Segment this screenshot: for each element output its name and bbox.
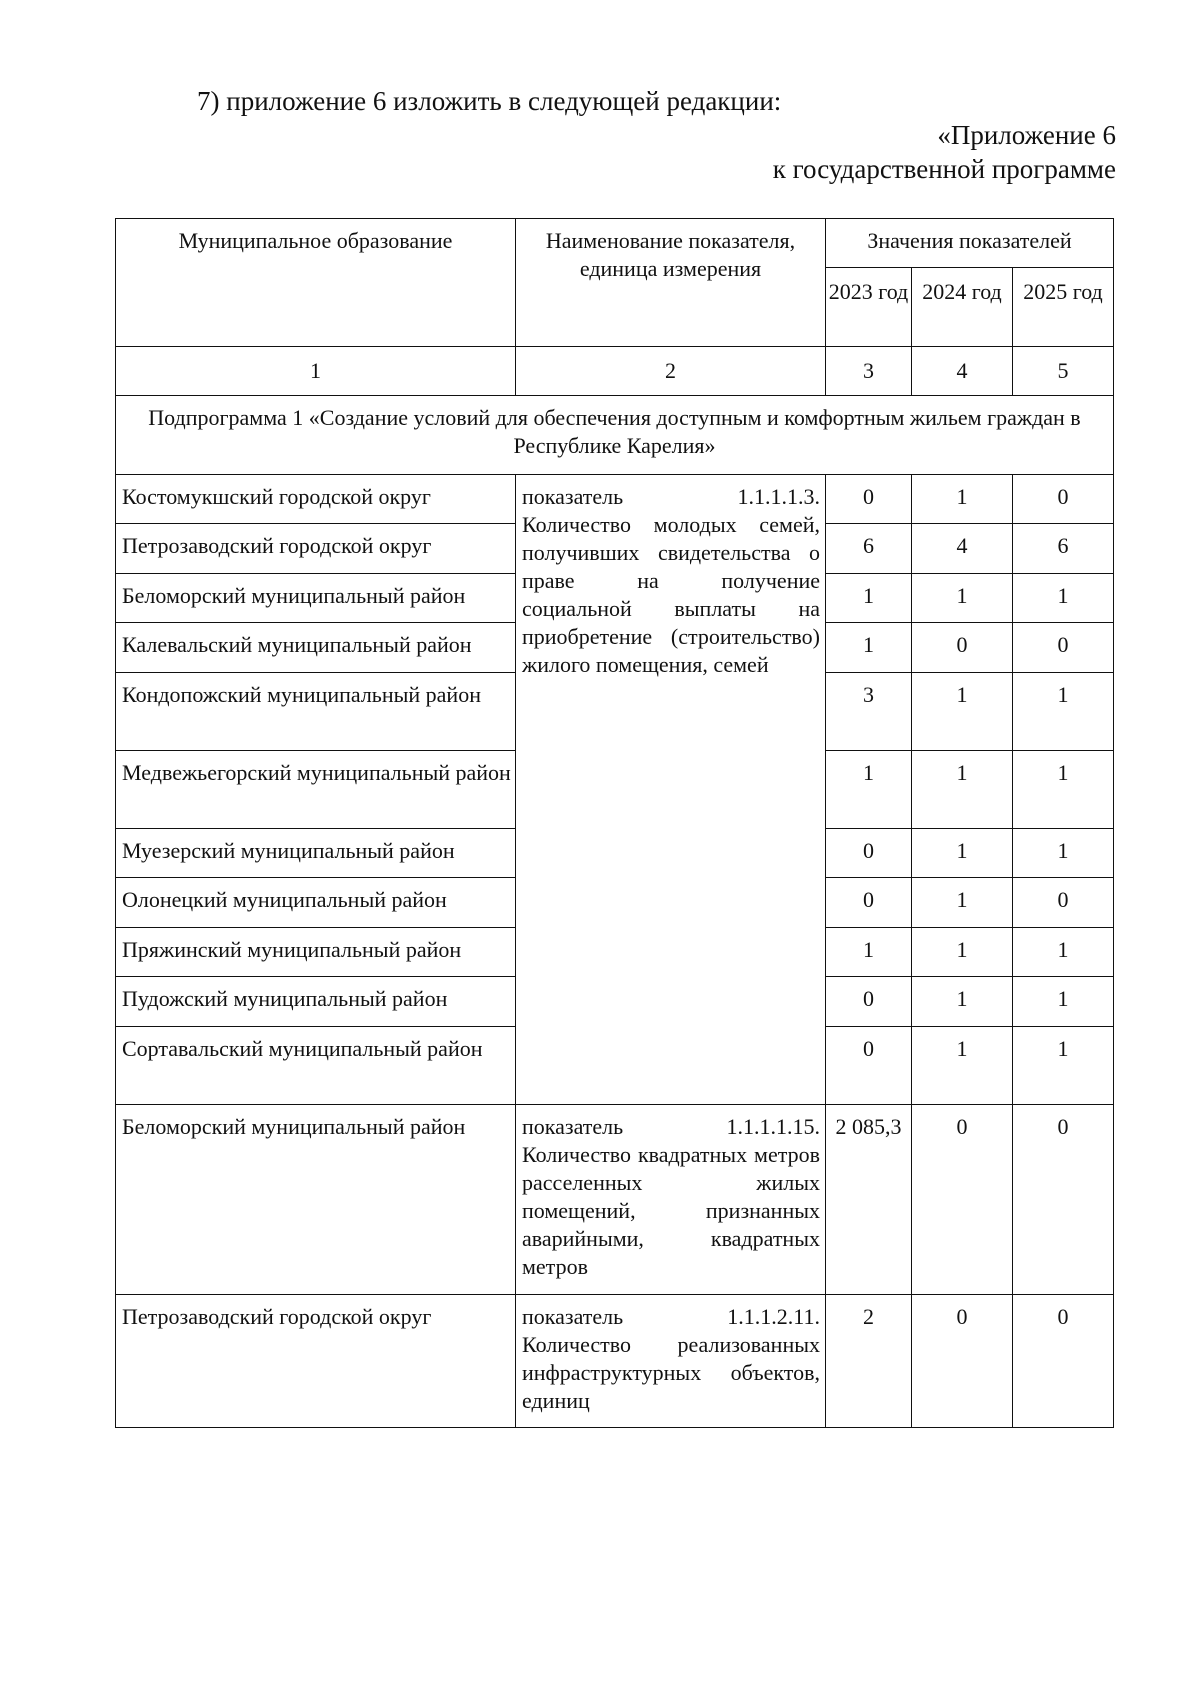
value-2025: 0: [1013, 475, 1114, 524]
appendix-heading: [773, 118, 1116, 186]
appendix-line-2: к государственной программе: [772, 154, 1116, 184]
value-2025: 1: [1013, 928, 1114, 977]
value-2025: 1: [1013, 574, 1114, 623]
header-indicator: Наименование показателя, единица измерения: [516, 219, 826, 347]
value-2025: 1: [1013, 1027, 1114, 1105]
value-2024: 1: [912, 673, 1013, 751]
value-2023: 1: [826, 751, 912, 829]
value-2025: 0: [1013, 1295, 1114, 1428]
value-2024: 1: [912, 878, 1013, 928]
municipality-cell: Беломорский муниципальный район: [116, 574, 516, 623]
municipality-cell: Петрозаводский городской округ: [116, 524, 516, 574]
municipality-cell: Сортавальский муниципальный район: [116, 1027, 516, 1105]
column-number: 5: [1013, 347, 1114, 396]
value-2023: 0: [826, 977, 912, 1027]
value-2023: 2 085,3: [826, 1105, 912, 1295]
value-2025: 1: [1013, 977, 1114, 1027]
municipality-cell: Петрозаводский городской округ: [116, 1295, 516, 1428]
indicator-cell: показатель 1.1.1.1.15. Количество квадратных метров расселенных жилых помещений, признанных аварийными, квадратных метров: [516, 1105, 826, 1295]
municipality-cell: Пряжинский муниципальный район: [116, 928, 516, 977]
value-2024: 1: [912, 928, 1013, 977]
intro-text: 7) приложение 6 изложить в следующей редакции:: [197, 86, 782, 116]
header-values: Значения показателей: [826, 219, 1114, 268]
column-number: 2: [516, 347, 826, 396]
table-row: [116, 1105, 1114, 1295]
value-2023: 1: [826, 623, 912, 673]
value-2023: 0: [826, 878, 912, 928]
column-number: 4: [912, 347, 1013, 396]
column-number: 3: [826, 347, 912, 396]
value-2023: 1: [826, 928, 912, 977]
value-2023: 0: [826, 1027, 912, 1105]
value-2024: 0: [912, 1105, 1013, 1295]
municipality-cell: Беломорский муниципальный район: [116, 1105, 516, 1295]
value-2024: 1: [912, 1027, 1013, 1105]
value-2024: 1: [912, 574, 1013, 623]
value-2024: 1: [912, 829, 1013, 878]
value-2024: 1: [912, 977, 1013, 1027]
value-2025: 0: [1013, 623, 1114, 673]
value-2025: 1: [1013, 673, 1114, 751]
value-2023: 1: [826, 574, 912, 623]
value-2025: 6: [1013, 524, 1114, 574]
value-2023: 0: [826, 829, 912, 878]
municipality-cell: Костомукшский городской округ: [116, 475, 516, 524]
header-year-2023: 2023 год: [826, 268, 912, 347]
value-2024: 4: [912, 524, 1013, 574]
header-municipality: Муниципальное образование: [116, 219, 516, 347]
value-2024: 1: [912, 751, 1013, 829]
municipality-cell: Пудожский муниципальный район: [116, 977, 516, 1027]
municipality-cell: Кондопожский муниципальный район: [116, 673, 516, 751]
indicators-table: [115, 218, 1114, 1428]
column-number: 1: [116, 347, 516, 396]
value-2024: 1: [912, 475, 1013, 524]
value-2025: 0: [1013, 1105, 1114, 1295]
municipality-cell: Медвежьегорский муниципальный район: [116, 751, 516, 829]
value-2024: 0: [912, 623, 1013, 673]
appendix-line-1: «Приложение 6: [937, 120, 1116, 150]
municipality-cell: Калевальский муниципальный район: [116, 623, 516, 673]
value-2023: 2: [826, 1295, 912, 1428]
indicator-cell: показатель 1.1.1.2.11. Количество реализованных инфраструктурных объектов, единиц: [516, 1295, 826, 1428]
value-2025: 1: [1013, 829, 1114, 878]
header-year-2025: 2025 год: [1013, 268, 1114, 347]
value-2023: 6: [826, 524, 912, 574]
municipality-cell: Олонецкий муниципальный район: [116, 878, 516, 928]
value-2023: 3: [826, 673, 912, 751]
municipality-cell: Муезерский муниципальный район: [116, 829, 516, 878]
value-2025: 1: [1013, 751, 1114, 829]
value-2023: 0: [826, 475, 912, 524]
subprogram-title: Подпрограмма 1 «Создание условий для обеспечения доступным и комфортным жильем граждан в Республике Карелия»: [116, 396, 1114, 475]
value-2025: 0: [1013, 878, 1114, 928]
table-row: [116, 475, 1114, 524]
header-year-2024: 2024 год: [912, 268, 1013, 347]
value-2024: 0: [912, 1295, 1013, 1428]
table-row: [116, 1295, 1114, 1428]
indicator-cell: показатель 1.1.1.1.3. Количество молодых семей, получивших свидетельства о праве на получение социальной выплаты на приобретение (строительство) жилого помещения, семей: [516, 475, 826, 1105]
